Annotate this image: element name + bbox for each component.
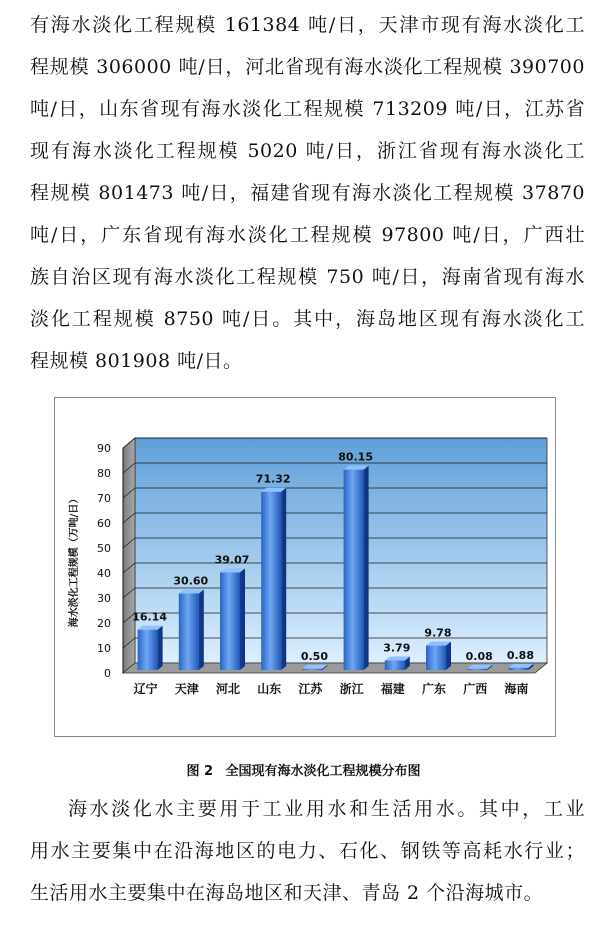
text-line: 淡化工程规模 8750 吨/日。其中，海岛地区现有海水淡化工 <box>30 308 585 330</box>
bar <box>179 594 199 671</box>
bar <box>426 646 446 670</box>
x-tick-label: 天津 <box>174 682 199 696</box>
text-line: 生活用水主要集中在海岛地区和天津、青岛 2 个沿海城市。 <box>30 882 544 904</box>
text-line: 用水主要集中在沿海地区的电力、石化、钢铁等高耗水行业； <box>30 840 585 862</box>
x-tick-label: 河北 <box>215 682 241 696</box>
bar <box>138 630 158 670</box>
bar-value-label: 0.88 <box>506 648 534 662</box>
bar <box>220 572 240 670</box>
bar-side <box>240 568 245 670</box>
x-tick-label: 福建 <box>380 682 405 696</box>
text-line: 有海水淡化工程规模 161384 吨/日，天津市现有海水淡化工 <box>30 14 585 36</box>
x-tick-label: 海南 <box>504 682 529 696</box>
y-tick-label: 30 <box>97 592 111 605</box>
bar-value-label: 39.07 <box>214 553 250 567</box>
chart-figure <box>54 397 556 737</box>
y-tick-label: 80 <box>97 467 111 480</box>
x-tick-label: 江苏 <box>298 682 323 696</box>
bar-value-label: 0.50 <box>300 649 328 663</box>
bar-value-label: 71.32 <box>255 472 291 486</box>
text-line: 吨/日，山东省现有海水淡化工程规模 713209 吨/日，江苏省 <box>30 98 585 120</box>
y-tick-label: 70 <box>97 492 111 505</box>
bar <box>508 668 528 670</box>
text-line: 程规模 801473 吨/日，福建省现有海水淡化工程规模 37870 <box>30 182 585 204</box>
plot-side-wall <box>123 438 135 673</box>
text-line: 族自治区现有海水淡化工程规模 750 吨/日，海南省现有海水 <box>30 266 585 288</box>
x-tick-label: 广西 <box>463 682 488 696</box>
bar <box>385 661 405 670</box>
text-line: 吨/日，广东省现有海水淡化工程规模 97800 吨/日，广西壮 <box>30 224 585 246</box>
y-axis-label: 海水淡化工程规模（万吨/日） <box>69 493 80 628</box>
paragraph-top <box>30 4 585 382</box>
bar <box>467 669 487 670</box>
bar-side <box>446 642 451 670</box>
bar-value-label: 30.60 <box>173 574 209 588</box>
bar-side <box>281 488 286 670</box>
y-tick-label: 60 <box>97 517 111 530</box>
text-line: 海水淡化水主要用于工业用水和生活用水。其中，工业 <box>68 798 585 820</box>
y-tick-label: 50 <box>97 542 111 555</box>
bar-side <box>364 466 369 670</box>
text-line: 现有海水淡化工程规模 5020 吨/日，浙江省现有海水淡化工 <box>30 140 585 162</box>
bar-side <box>158 626 163 670</box>
y-tick-label: 10 <box>97 642 111 655</box>
x-tick-label: 广东 <box>421 682 447 696</box>
y-tick-label: 40 <box>97 567 111 580</box>
bar-value-label: 80.15 <box>338 450 373 464</box>
x-tick-label: 浙江 <box>339 682 364 696</box>
y-tick-label: 90 <box>97 442 111 455</box>
bar <box>344 470 364 670</box>
x-tick-label: 山东 <box>257 682 282 696</box>
bar-chart <box>55 398 555 736</box>
y-tick-label: 0 <box>104 667 111 680</box>
text-line: 程规模 801908 吨/日。 <box>30 350 243 372</box>
bar-value-label: 3.79 <box>383 641 411 655</box>
caption-title: 全国现有海水淡化工程规模分布图 <box>225 764 421 779</box>
paragraph-bottom <box>30 788 585 914</box>
y-tick-label: 20 <box>97 617 111 630</box>
figure-caption <box>0 760 607 779</box>
bar <box>261 492 281 670</box>
bar <box>302 669 322 670</box>
caption-number: 图 2 <box>186 764 214 779</box>
bar-side <box>199 590 204 671</box>
bar-value-label: 0.08 <box>465 649 493 663</box>
bar-value-label: 16.14 <box>132 610 167 624</box>
bar-value-label: 9.78 <box>424 626 452 640</box>
text-line: 程规模 306000 吨/日，河北省现有海水淡化工程规模 390700 <box>30 56 585 78</box>
x-tick-label: 辽宁 <box>133 682 158 696</box>
